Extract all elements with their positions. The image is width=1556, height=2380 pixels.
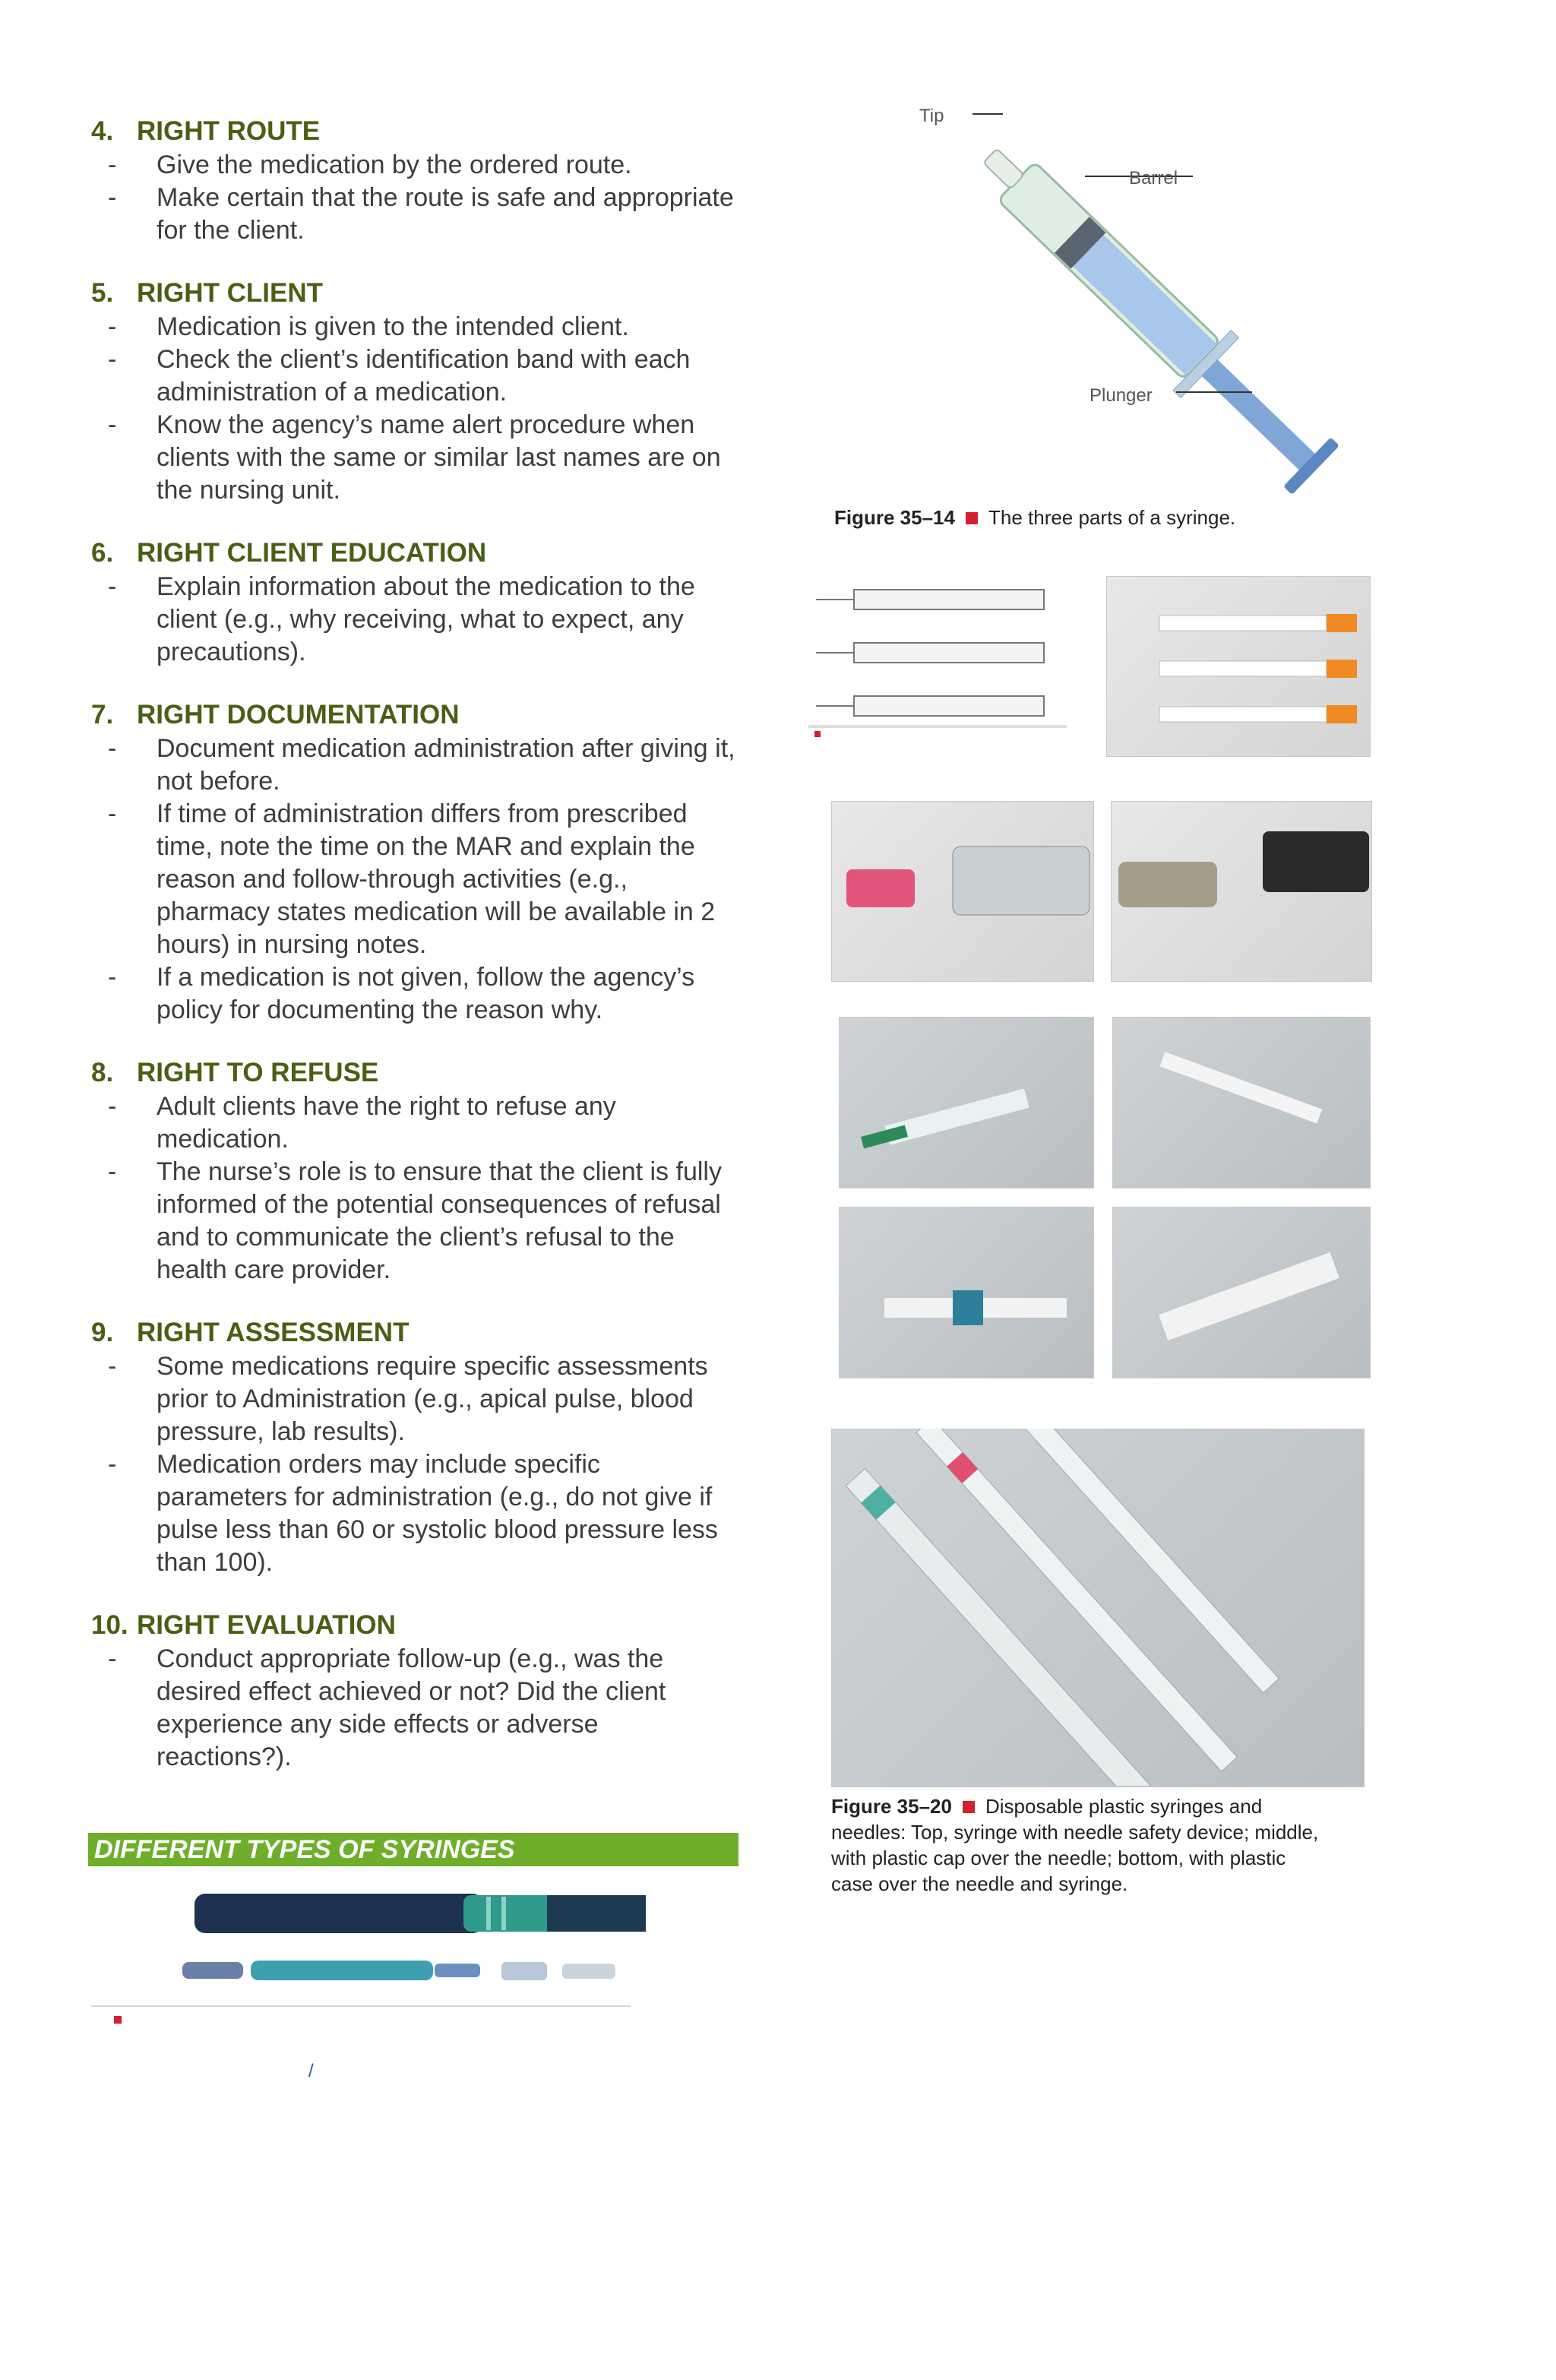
dash-bullet: - [108,1157,117,1186]
dash-bullet: - [108,345,117,374]
section-title [91,698,737,733]
dash-bullet: - [108,1644,117,1673]
three-syringes-drawing [808,574,1074,772]
bullet-item [91,961,737,1027]
cartridge-overlay [839,1017,1371,1381]
bullet-item [91,1090,737,1156]
dash-bullet: - [108,1352,117,1381]
syringe-parts-diagram [889,99,1390,494]
dash-bullet: - [108,1092,117,1121]
label-plunger: Plunger [1090,385,1153,406]
section-heading: RIGHT DOCUMENTATION [137,700,460,730]
bullet-text: The nurse’s role is to ensure that the client is fully informed of the potential consequences of refusal and to communicate the client’s refusal to the health care provider. [157,1157,722,1284]
bullet-text: Medication is given to the intended client. [157,312,629,341]
luer-lock-overlay [831,801,1093,980]
section-number: 5. [91,278,114,308]
bullet-text: Some medications require specific assessments prior to Administration (e.g., apical pulse, blood pressure, lab results). [157,1352,708,1446]
red-square-icon [963,1801,975,1813]
bullet-item [91,571,737,669]
section-title [91,114,737,149]
bullet-text: Explain information about the medication to the client (e.g., why receiving, what to expect, any precautions). [157,572,695,666]
dash-bullet: - [108,312,117,341]
bullet-text: Medication orders may include specific parameters for administration (e.g., do not give if pulse less than 60 or systolic blood pressure less than 100). [157,1450,718,1577]
red-square-icon [966,512,978,524]
section-right-to-refuse [91,1055,737,1287]
bullet-text: Check the client’s identification band with each administration of a medication. [157,345,691,407]
section-title [91,536,737,571]
figure-35-20-number: Figure 35–20 [831,1795,952,1818]
section-number: 4. [91,116,114,146]
section-heading: RIGHT CLIENT EDUCATION [137,538,487,568]
stray-mark: / [308,2061,314,2081]
section-heading: RIGHT TO REFUSE [137,1058,379,1087]
section-number: 6. [91,538,114,568]
section-title [91,276,737,311]
section-title [91,1315,737,1350]
section-right-assessment [91,1315,737,1579]
bullet-item [91,409,737,507]
label-barrel: Barrel [1129,168,1178,188]
bullet-item [91,343,737,409]
section-right-client-education [91,536,737,669]
figure-35-14-number: Figure 35–14 [834,506,955,529]
dash-bullet: - [108,410,117,439]
bullet-text: Conduct appropriate follow-up (e.g., was the desired effect achieved or not? Did the client experience any side effects or adverse reactions?). [157,1644,666,1771]
bullet-item [91,311,737,343]
non-luer-overlay [1111,801,1371,980]
section-heading: RIGHT CLIENT [137,278,323,308]
bullet-item [91,1350,737,1448]
bullet-text: If a medication is not given, follow the agency’s policy for documenting the reason why. [157,963,695,1024]
insulin-pen-figure [91,1877,646,2052]
section-right-documentation [91,698,737,1027]
bullet-text: If time of administration differs from prescribed time, note the time on the MAR and explain the reason and follow-through activities (e.g., pharmacy states medication will be available in 2 hours) in nursing notes. [157,799,716,959]
bullet-text: Document medication administration after giving it, not before. [157,734,735,796]
dash-bullet: - [108,1450,117,1479]
label-tip: Tip [919,106,944,126]
section-right-client [91,276,737,507]
section-number: 7. [91,700,114,730]
figure-35-20-text: Disposable plastic syringes and needles: Top, syringe with needle safety device; middle, with plastic cap over the needle; bottom, with plastic case over the needle and syringe. [831,1795,1319,1895]
section-number: 10. [91,1610,128,1640]
bullet-item [91,733,737,798]
dash-bullet: - [108,734,117,763]
dash-bullet: - [108,150,117,179]
insulin-syringes-overlay [1106,576,1369,755]
section-number: 9. [91,1318,114,1347]
main-text-column [91,114,737,1802]
bullet-item [91,182,737,247]
section-heading: RIGHT ASSESSMENT [137,1318,410,1347]
bullet-text: Give the medication by the ordered route. [157,150,632,179]
bullet-item [91,149,737,182]
bullet-text: Know the agency’s name alert procedure when clients with the same or similar last names are on the nursing unit. [157,410,721,505]
bullet-text: Make certain that the route is safe and appropriate for the client. [157,183,734,245]
dash-bullet: - [108,183,117,212]
pen-body [194,1894,483,1933]
bullet-text: Adult clients have the right to refuse any medication. [157,1092,616,1154]
syringe-plunger [1202,359,1316,471]
dash-bullet: - [108,799,117,828]
dash-bullet: - [108,963,117,992]
bullet-item [91,1156,737,1287]
section-right-evaluation [91,1608,737,1774]
disposable-syringes-overlay [831,1429,1363,1786]
syringe-types-heading: DIFFERENT TYPES OF SYRINGES [88,1833,738,1866]
figure-35-14-text: The three parts of a syringe. [988,506,1236,529]
bullet-item [91,1448,737,1579]
section-title [91,1055,737,1090]
bullet-item [91,1643,737,1774]
section-number: 8. [91,1058,114,1087]
figure-35-14-caption [834,505,1235,530]
section-title [91,1608,737,1643]
bullet-item [91,798,737,961]
section-heading: RIGHT EVALUATION [137,1610,396,1640]
figure-35-20-caption [831,1793,1333,1897]
dash-bullet: - [108,572,117,601]
section-right-route [91,114,737,247]
section-heading: RIGHT ROUTE [137,116,321,146]
